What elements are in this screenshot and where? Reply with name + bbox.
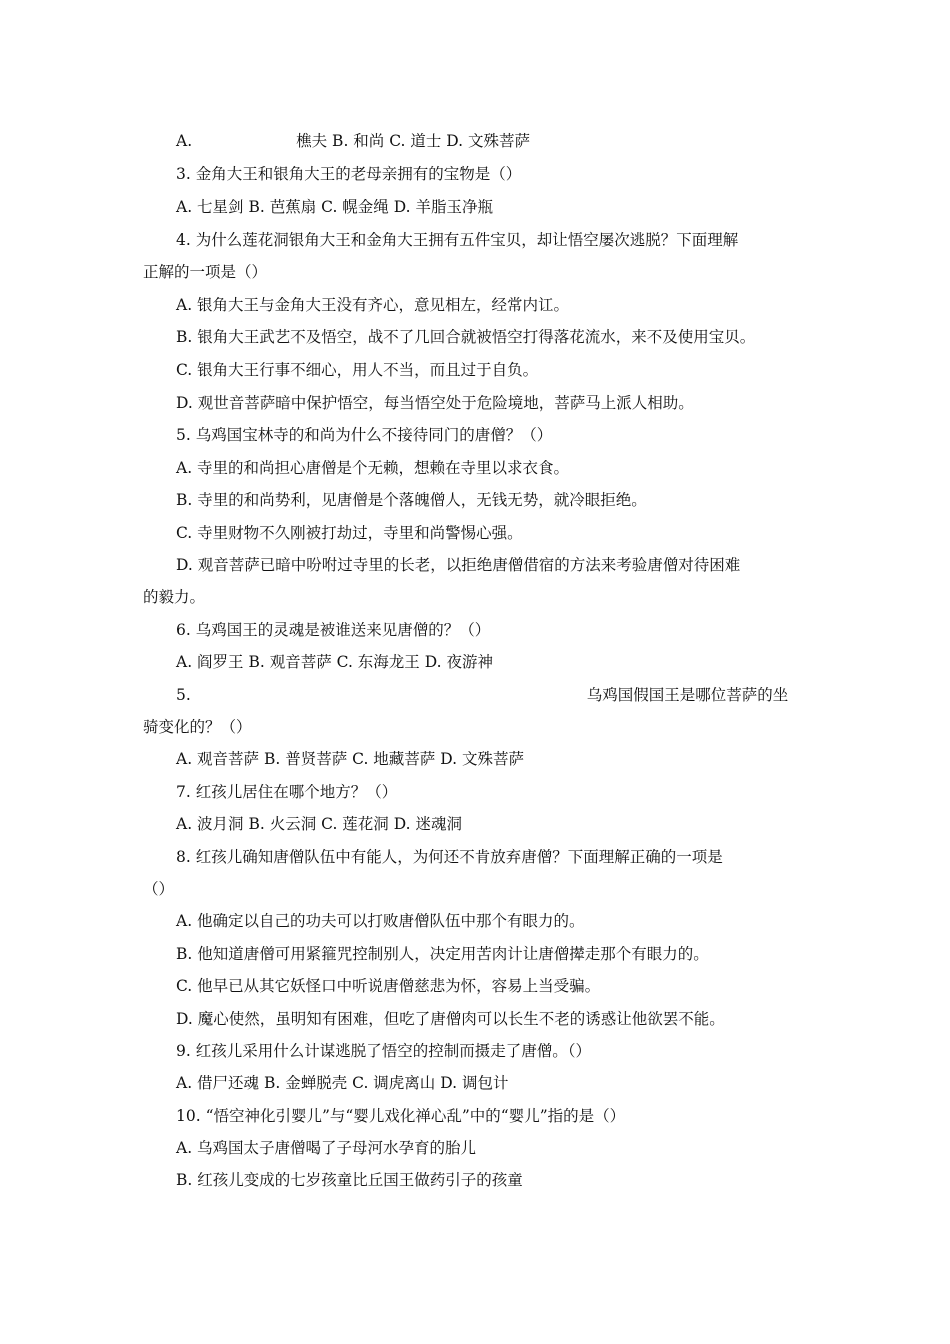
answer-options-line: A. 七星剑 B. 芭蕉扇 C. 幌金绳 D. 羊脂玉净瓶 [176,198,493,216]
answer-option-c: C. 银角大王行事不细心，用人不当，而且过于自负。 [176,361,539,379]
answer-option-d-continued: 的毅力。 [143,588,206,606]
answer-option-b: B. 红孩儿变成的七岁孩童比丘国王做药引子的孩童 [176,1171,523,1189]
question-3: 3. 金角大王和银角大王的老母亲拥有的宝物是（） [176,165,522,183]
question-9: 9. 红孩儿采用什么计谋逃脱了悟空的控制而摄走了唐僧。（） [176,1042,591,1060]
question-5: 5. 乌鸡国宝林寺的和尚为什么不接待同门的唐僧？（） [176,426,553,444]
answer-option-a: A. 寺里的和尚担心唐僧是个无赖，想赖在寺里以求衣食。 [176,459,570,477]
answer-option-a: A. 银角大王与金角大王没有齐心，意见相左，经常内讧。 [176,296,570,314]
question-5-repeat-continued: 骑变化的？（） [143,718,252,736]
question-4: 4. 为什么莲花洞银角大王和金角大王拥有五件宝贝，却让悟空屡次逃脱？下面理解 [176,231,739,249]
answer-options-line: A. 借尸还魂 B. 金蝉脱壳 C. 调虎离山 D. 调包计 [176,1074,509,1092]
question-10: 10. “悟空神化引婴儿”与“婴儿戏化禅心乱”中的“婴儿”指的是（） [176,1107,626,1125]
answer-option-b: B. 银角大王武艺不及悟空，战不了几回合就被悟空打得落花流水，来不及使用宝贝。 [176,328,756,346]
answer-options-line: A. 波月洞 B. 火云洞 C. 莲花洞 D. 迷魂洞 [176,815,462,833]
answer-options-line: A. 阎罗王 B. 观音菩萨 C. 东海龙王 D. 夜游神 [176,653,493,671]
answer-options-line [176,131,530,151]
answer-option-a: A. 乌鸡国太子唐僧喝了子母河水孕育的胎儿 [176,1139,477,1157]
question-text: 乌鸡国假国王是哪位菩萨的坐 [586,686,789,704]
answer-option-b: B. 寺里的和尚势利，见唐僧是个落魄僧人，无钱无势，就冷眼拒绝。 [176,491,647,509]
question-8: 8. 红孩儿确知唐僧队伍中有能人，为何还不肯放弃唐僧？下面理解正确的一项是 [176,848,723,866]
question-5-repeat [176,685,788,705]
answer-option-b: B. 他知道唐僧可用紧箍咒控制别人，决定用苦肉计让唐僧撵走那个有眼力的。 [176,945,709,963]
answer-option-d: D. 魔心使然，虽明知有困难，但吃了唐僧肉可以长生不老的诱惑让他欲罢不能。 [176,1010,725,1028]
answer-option-d: D. 观音菩萨已暗中吩咐过寺里的长老，以拒绝唐僧借宿的方法来考验唐僧对待困难 [176,556,741,574]
answer-option-c: C. 他早已从其它妖怪口中听说唐僧慈悲为怀，容易上当受骗。 [176,977,601,995]
question-8-continued: （） [143,880,175,898]
option-text: 樵夫 B. 和尚 C. 道士 D. 文殊菩萨 [296,132,531,150]
answer-option-d: D. 观世音菩萨暗中保护悟空，每当悟空处于危险境地，菩萨马上派人相助。 [176,394,694,412]
question-4-continued: 正解的一项是（） [143,263,268,281]
answer-options-line: A. 观音菩萨 B. 普贤菩萨 C. 地藏菩萨 D. 文殊菩萨 [176,750,524,768]
question-7: 7. 红孩儿居住在哪个地方？（） [176,783,398,801]
question-6: 6. 乌鸡国王的灵魂是被谁送来见唐僧的？（） [176,621,491,639]
answer-option-a: A. 他确定以自己的功夫可以打败唐僧队伍中那个有眼力的。 [176,912,585,930]
option-label: A. [176,132,193,150]
question-number: 5. [176,686,191,704]
answer-option-c: C. 寺里财物不久刚被打劫过，寺里和尚警惕心强。 [176,524,523,542]
